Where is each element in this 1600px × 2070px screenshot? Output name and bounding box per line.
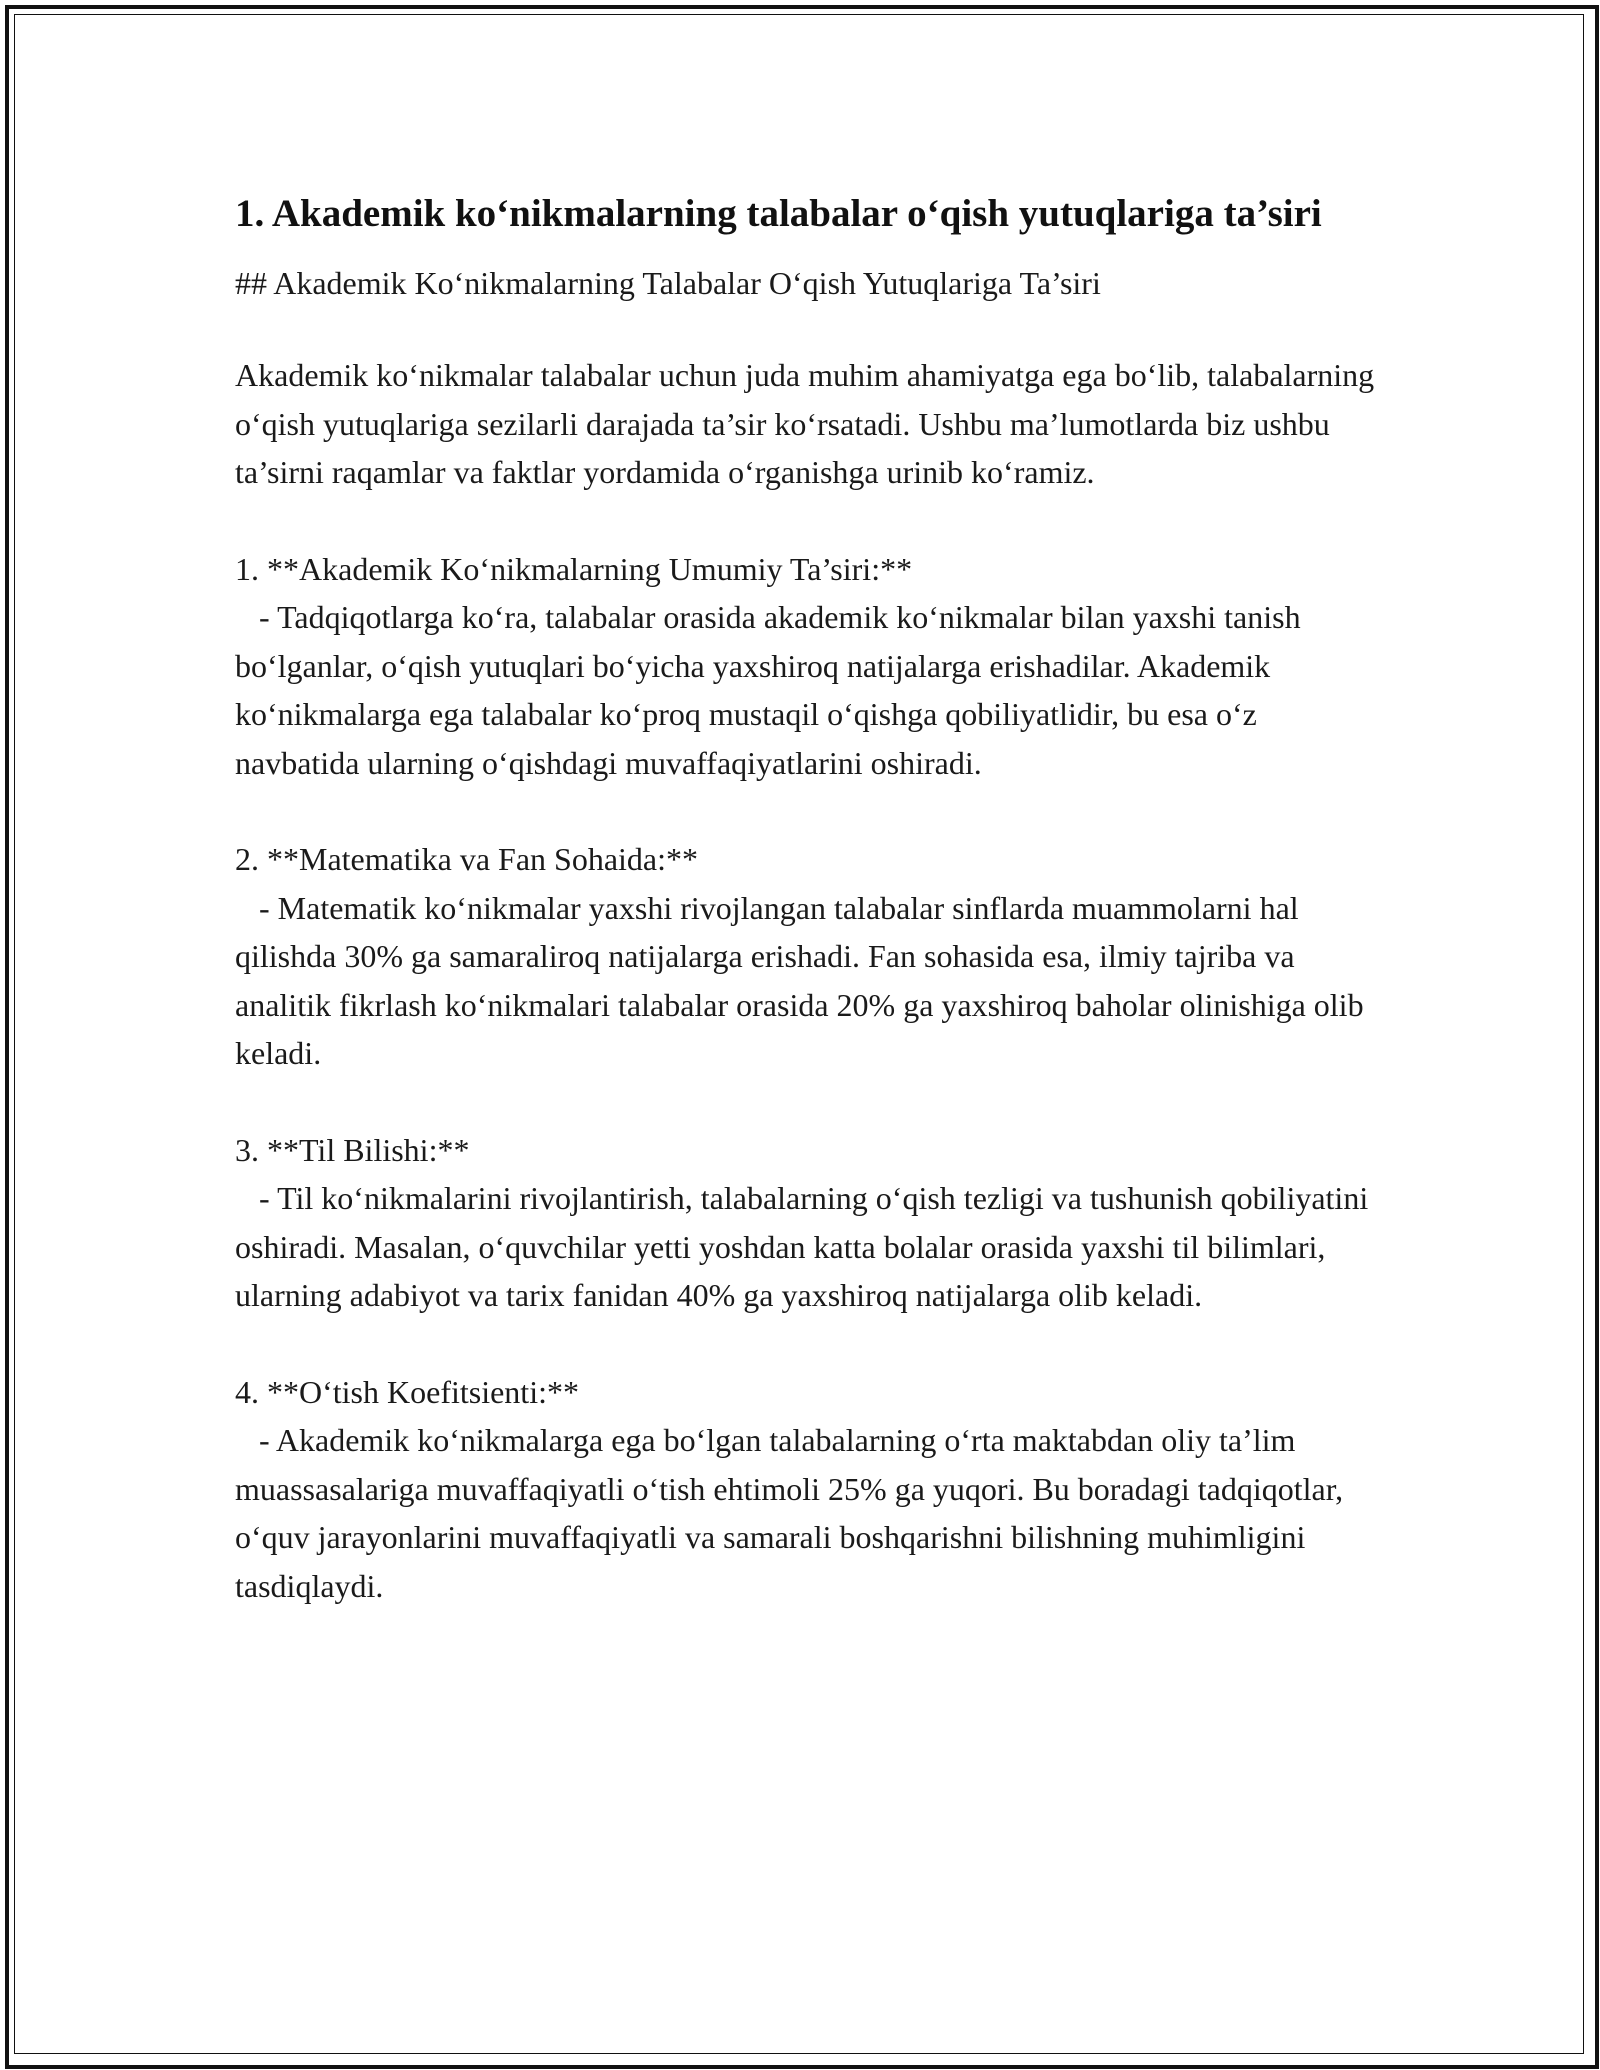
intro-paragraph: Akademik ko‘nikmalar talabalar uchun juda muhim ahamiyatga ega bo‘lib, talabalarning o‘qish yutuqlariga sezilarli darajada ta’sir ko‘rsatadi. Ushbu ma’lumotlarda biz ushbu ta’sirni raqamlar va faktlar yordamida o‘rganishga urinib ko‘ramiz. [235,357,1383,490]
section-subheading: ## Akademik Ko‘nikmalarning Talabalar O‘qish Yutuqlariga Ta’siri [235,265,1101,301]
list-item-body: - Matematik ko‘nikmalar yaxshi rivojlangan talabalar sinflarda muammolarni hal qilishda 30% ga samaraliroq natijalarga erishadi. Fan sohasida esa, ilmiy tajriba va analitik fikrlash ko‘nikmalari talabalar orasida 20% ga yaxshiroq baholar olinishiga olib keladi. [235,889,1372,1071]
list-item [235,545,1375,788]
list-item-body: - Til ko‘nikmalarini rivojlantirish, talabalarning o‘qish tezligi va tushunish qobiliyatini oshiradi. Masalan, o‘quvchilar yetti yoshdan katta bolalar orasida yaxshi til bilimlari, ularning adabiyot va tarix fanidan 40% ga yaxshiroq natijalarga olib keladi. [235,1180,1377,1313]
list-item [235,835,1375,1078]
document-body [235,186,1383,1610]
list-item-body: - Tadqiqotlarga ko‘ra, talabalar orasida akademik ko‘nikmalar bilan yaxshi tanish bo‘lganlar, o‘qish yutuqlari bo‘yicha yaxshiroq natijalarga erishadilar. Akademik ko‘nikmalarga ega talabalar ko‘proq mustaqil o‘qishga qobiliyatlidir, bu esa o‘z navbatida ularning o‘qishdagi muvaffaqiyatlarini oshiradi. [235,599,1309,781]
list-item [235,1126,1375,1320]
list-item-heading: 2. **Matematika va Fan Sohaida:** [235,841,699,877]
list-item-heading: 4. **O‘tish Koefitsienti:** [235,1373,579,1410]
document-title: 1. Akademik ko‘nikmalarning talabalar o‘qish yutuqlariga ta’siri [235,192,1322,235]
list-item-body: - Akademik ko‘nikmalarga ega bo‘lgan talabalarning o‘rta maktabdan oliy ta’lim muassasalariga muvaffaqiyatli o‘tish ehtimoli 25% ga yuqori. Bu boradagi tadqiqotlar, o‘quv jarayonlarini muvaffaqiyatli va samarali boshqarishni bilishning muhimligini tasdiqlaydi. [235,1422,1352,1604]
list-item [235,1368,1375,1611]
list-item-heading: 1. **Akademik Ko‘nikmalarning Umumiy Ta’siri:** [235,550,913,587]
list-item-heading: 3. **Til Bilishi:** [235,1131,470,1168]
